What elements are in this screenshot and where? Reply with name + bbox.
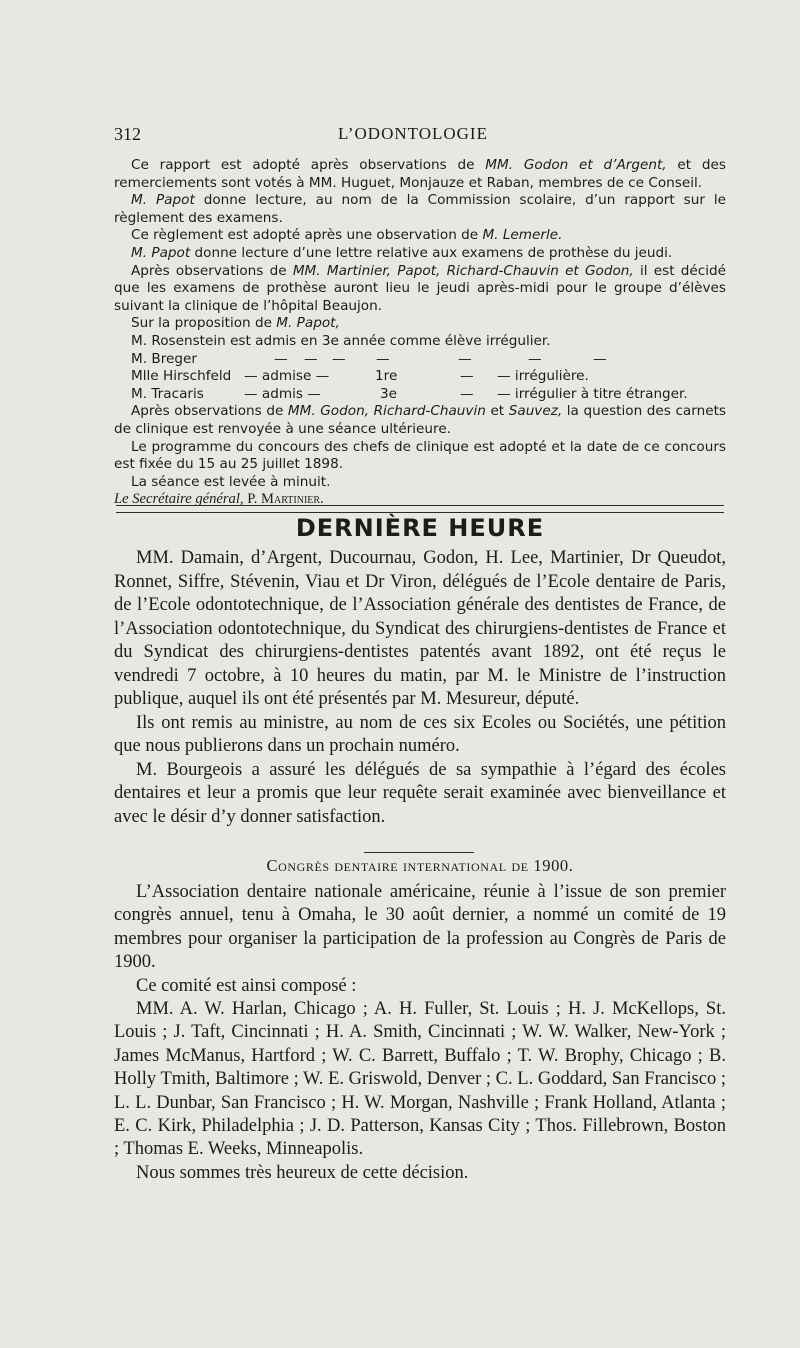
minutes-paragraph: Ce règlement est adopté après une observation de M. Lemerle.: [131, 227, 563, 244]
committee-list: MM. A. W. Harlan, Chicago ; A. H. Fuller, St. Louis ; H. J. McKellops, St. Louis ; J. Taft, Cincinnati ; H. A. Smith, Cincinnati ; W. W. Walker, New-York ; James McManus, Hartford ; W. C. Barrett, Buffalo ; T. W. Brophy, Chicago ; B. Holly Tmith, Baltimore ; W. E. Griswold, Denver ; C. L. Goddard, San Francisco ; L. L. Dunbar, San Francisco ; H. W. Morgan, Nashville ; Frank Holland, Atlanta ; E. C. Kirk, Philadelphia ; J. D. Patterson, Kansas City ; Thos. Fillebrown, Boston ; Thomas E. Weeks, Minneapolis.: [114, 999, 726, 1160]
double-rule: [116, 505, 724, 513]
signature: Le Secrétaire général, P. Martinier.: [114, 491, 324, 508]
congres-paragraph: L’Association dentaire nationale américaine, réunie à l’issue de son premier congrès annuel, tenu à Omaha, le 30 août dernier, a nommé un comité de 19 membres pour organiser la participation de la profession au Congrès de Paris de 1900.: [114, 882, 726, 973]
page-header: [114, 124, 712, 146]
student-table-row: M. Tracaris — admis — 3e — — irrégulier à titre étranger.: [131, 385, 688, 402]
minutes-paragraph: Après observations de MM. Godon, Richard-Chauvin et Sauvez, la question des carnets de clinique est renvoyée à une séance ultérieure.: [114, 403, 726, 437]
congres-paragraph: Ce comité est ainsi composé :: [136, 975, 357, 996]
minutes-paragraph: Le programme du concours des chefs de clinique est adopté et la date de ce concours est fixée du 15 au 25 juillet 1898.: [114, 438, 726, 473]
news-paragraph: M. Bourgeois a assuré les délégués de sa sympathie à l’égard des écoles dentaires et leur a promis que leur requête serait examinée avec bienveillance et avec le désir d’y donner satisfaction.: [114, 759, 726, 827]
derniere-heure-body: [114, 547, 726, 829]
short-rule: [364, 852, 474, 853]
page-number: 312: [114, 124, 141, 144]
student-table-row: Mlle Hirschfeld — admise — 1re — — irrégulière.: [131, 368, 589, 385]
congres-paragraph: Nous sommes très heureux de cette décision.: [136, 1162, 469, 1183]
meeting-minutes: [114, 157, 726, 509]
minutes-paragraph: M. Rosenstein est admis en 3e année comme élève irrégulier.: [131, 332, 551, 349]
minutes-paragraph: M. Papot donne lecture d’une lettre relative aux examens de prothèse du jeudi.: [131, 244, 673, 261]
running-title: L’ODONTOLOGIE: [338, 124, 488, 143]
section-heading: DERNIÈRE HEURE: [295, 514, 545, 542]
news-paragraph: Ils ont remis au ministre, au nom de ces six Ecoles ou Sociétés, une pétition que nous publierons dans un prochain numéro.: [114, 712, 726, 756]
minutes-paragraph: M. Papot donne lecture, au nom de la Commission scolaire, d’un rapport sur le règlement des examens.: [114, 192, 726, 226]
congres-body: [114, 881, 726, 1185]
minutes-paragraph: La séance est levée à minuit.: [131, 473, 331, 490]
minutes-paragraph: Sur la proposition de M. Papot,: [131, 315, 340, 332]
minutes-paragraph: Après observations de MM. Martinier, Papot, Richard-Chauvin et Godon, il est décidé que les examens de prothèse auront lieu le jeudi après-midi pour le groupe d’élèves suivant la clinique de l’hôpital Beaujon.: [114, 262, 726, 314]
minutes-paragraph: Ce rapport est adopté après observations de MM. Godon et d’Argent, et des remerciements sont votés à MM. Huguet, Monjauze et Raban, membres de ce Conseil.: [114, 157, 726, 191]
student-table-row: M. Breger — — — — — — —: [131, 350, 607, 367]
subsection-heading: Congrès dentaire international de 1900.: [266, 856, 574, 875]
news-paragraph: MM. Damain, d’Argent, Ducournau, Godon, H. Lee, Martinier, Dr Queudot, Ronnet, Siffre, Stévenin, Viau et Dr Viron, délégués de l’Ecole dentaire de Paris, de l’Ecole odontotechnique, de l’Association générale des dentistes de France, de l’Association odontotechnique, du Syndicat des chirurgiens-dentistes de France et du Syndicat des chirurgiens-dentistes patentés avant 1892, ont été reçus le vendredi 7 octobre, à 10 heures du matin, par M. le Ministre de l’instruction publique, auquel ils ont été présentés par M. Mesureur, député.: [114, 548, 726, 709]
